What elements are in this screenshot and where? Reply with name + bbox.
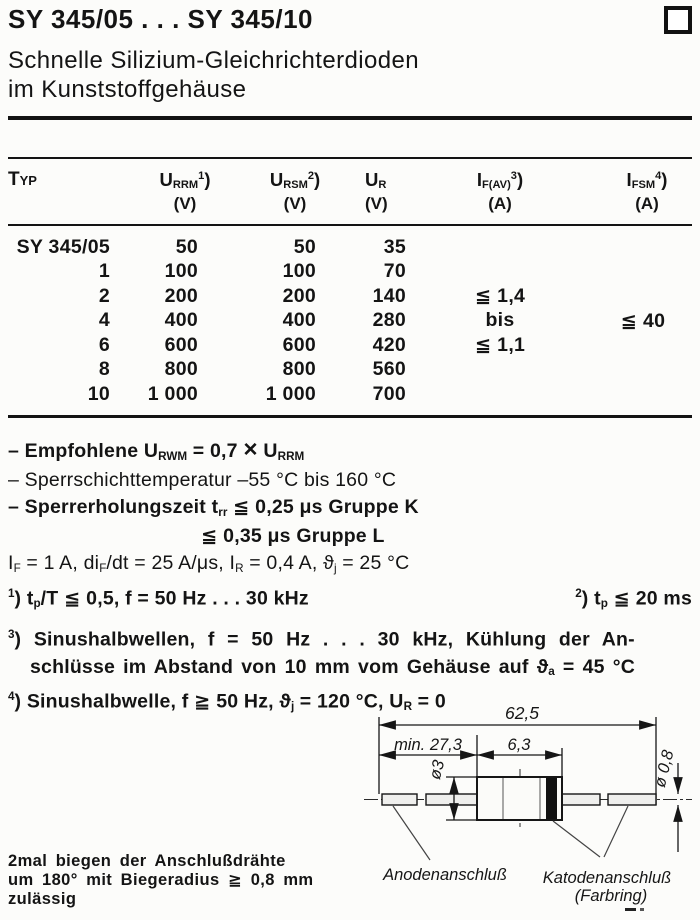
- dimension-lead-diameter: ø 0,8: [650, 748, 678, 790]
- cell-ifav: ≦ 1,1: [474, 334, 526, 357]
- cell-urrm: 800: [164, 358, 198, 381]
- footnotes: [8, 550, 692, 718]
- column-header-ursm: $U_{RSM}^2$) (V): [269, 169, 321, 213]
- dimension-body-length: 6,3: [507, 736, 531, 754]
- footnote-1-2: [8, 580, 692, 615]
- cell-ifav: ≦ 1,4: [474, 285, 526, 308]
- cell-ursm: 1 000: [265, 382, 316, 405]
- cell-ur: 70: [383, 260, 406, 283]
- table-row: [8, 358, 692, 383]
- cell-typ: 6: [98, 333, 110, 356]
- cell-ursm: 600: [282, 333, 316, 356]
- table-row: [8, 309, 692, 334]
- page-title: SY 345/05 . . . SY 345/10: [8, 4, 313, 34]
- note-junction-temp: – Sperrschichttemperatur –55 °C bis 160 °C: [8, 469, 397, 491]
- note-trr-group-l: ≦ 0,35 μs Gruppe L: [201, 525, 385, 547]
- table-header-rule: [8, 224, 692, 226]
- cell-ur: 35: [383, 235, 406, 258]
- anode-lead-segment-outer: [382, 794, 417, 805]
- table-bottom-rule: [8, 415, 692, 418]
- bend-instructions-line-3: zulässig: [8, 890, 77, 908]
- test-conditions: $I_F = 1$ A, $di_F/dt = 25$ A/μs, $I_R = 0,4$ A, $ϑ_j = 25$ °C: [8, 552, 410, 575]
- cell-ur: 420: [372, 333, 406, 356]
- subtitle-line-2: im Kunststoffgehäuse: [8, 76, 247, 103]
- cell-ur: 700: [372, 382, 406, 405]
- characteristics-notes: [8, 436, 692, 550]
- cathode-color-ring: [546, 778, 557, 819]
- footnote-1: $^1$) $t_p/T$ ≦ 0,5, f = 50 Hz . . . 30 kHz: [8, 586, 309, 610]
- cell-ifav: bis: [485, 309, 515, 332]
- page-subtitle: [8, 46, 419, 104]
- cathode-label: Katodenanschluß: [542, 869, 672, 887]
- cathode-lead-segment-inner: [562, 794, 600, 805]
- cell-urrm: 400: [164, 309, 198, 332]
- cell-typ: 4: [98, 309, 110, 332]
- cell-urrm: 200: [164, 284, 198, 307]
- footnote-4: $^4$) Sinushalbwelle, f ≧ 50 Hz, $ϑ_j = 120$ °C, $U_R = 0$: [8, 690, 446, 714]
- bend-instructions-line-1: 2mal biegen der Anschlußdrähte: [8, 852, 286, 870]
- cell-typ: 1: [98, 260, 110, 283]
- cell-typ: 2: [98, 284, 110, 307]
- cell-ursm: 50: [293, 235, 316, 258]
- table-header: [8, 167, 692, 221]
- dimension-lead-length: min. 27,3: [394, 736, 462, 754]
- divider-thick: [8, 116, 692, 120]
- bend-instructions: [8, 852, 314, 909]
- column-header-ifav: $I_{F(AV)}^3$) (A): [476, 169, 524, 213]
- cell-urrm: 600: [164, 333, 198, 356]
- dimension-body-diameter: ø3: [426, 758, 449, 782]
- cell-ifsm: ≦ 40: [620, 309, 666, 332]
- cell-urrm: 100: [164, 260, 198, 283]
- column-header-urrm: $U_{RRM}^1$) (V): [159, 169, 211, 213]
- table-row: [8, 284, 692, 309]
- cathode-leader-line-2: [604, 806, 628, 857]
- anode-leader-line: [393, 806, 430, 860]
- corner-checkbox: [664, 6, 692, 34]
- subtitle-line-1: Schnelle Silizium-Gleichrichterdioden: [8, 47, 419, 74]
- cell-typ: 8: [98, 358, 110, 381]
- print-artifact: [640, 908, 644, 911]
- note-urwm: – Empfohlene $U_{RWM} = 0,7 \times U_{RRM}$: [8, 436, 305, 463]
- cathode-leader-line-1: [553, 821, 600, 857]
- table-row: [8, 235, 692, 260]
- cell-ursm: 200: [282, 284, 316, 307]
- dimension-overall-length: 62,5: [504, 703, 540, 723]
- cell-ur: 280: [372, 309, 406, 332]
- column-header-ur: $U_R$ (V): [365, 169, 388, 213]
- anode-label: Anodenanschluß: [383, 866, 507, 884]
- anode-lead-segment-inner: [426, 794, 477, 805]
- column-header-typ: Typ: [8, 169, 37, 190]
- footnote-3-line1: $^3$) Sinushalbwellen, f = 50 Hz . . . 30 kHz, Kühlung der An-: [8, 627, 635, 650]
- bend-instructions-line-2: um 180° mit Biegeradius ≧ 0,8 mm: [8, 871, 314, 889]
- cell-ursm: 100: [282, 260, 316, 283]
- package-drawing: [340, 695, 700, 917]
- cell-typ: SY 345/05: [16, 235, 110, 258]
- cell-urrm: 1 000: [147, 382, 198, 405]
- footnote-3-line2: schlüsse im Abstand von 10 mm vom Gehäuse auf $ϑ_a = 45$ °C: [30, 655, 636, 679]
- note-trr-group-k: – Sperrerholungszeit $t_{rr}$ ≦ 0,25 μs Gruppe K: [8, 496, 419, 519]
- cathode-lead-segment-outer: [608, 794, 656, 805]
- cell-urrm: 50: [175, 235, 198, 258]
- table-row: [8, 382, 692, 407]
- ratings-table: [8, 235, 692, 407]
- print-artifact: [625, 908, 636, 911]
- footnote-2: $^2$) $t_p$ ≦ 20 ms: [575, 586, 692, 610]
- column-header-ifsm: $I_{FSM}^4$) (A): [626, 169, 668, 213]
- table-row: [8, 260, 692, 285]
- table-top-rule: [8, 157, 692, 159]
- cell-ursm: 400: [282, 309, 316, 332]
- table-row: [8, 333, 692, 358]
- cell-ursm: 800: [282, 358, 316, 381]
- cell-ur: 140: [372, 284, 406, 307]
- cell-typ: 10: [87, 382, 110, 405]
- colorring-label: (Farbring): [574, 887, 648, 905]
- cell-ur: 560: [372, 358, 406, 381]
